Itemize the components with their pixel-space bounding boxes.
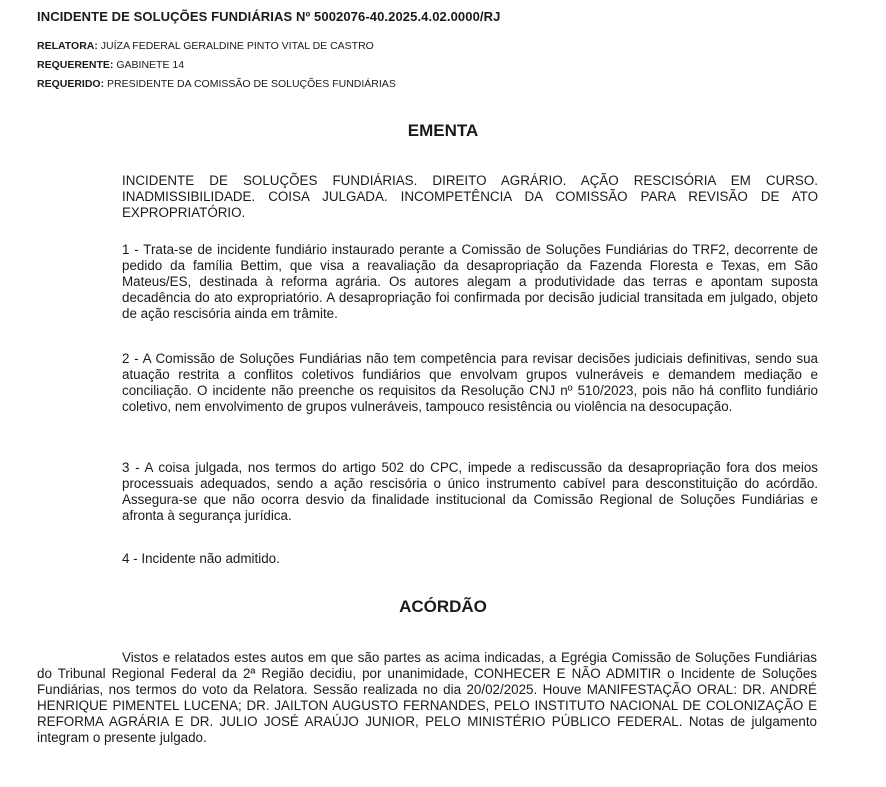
ementa-item-3-text: 3 - A coisa julgada, nos termos do artigo 502 do CPC, impede a rediscussão da desapropriação fora dos meios processuais adequados, sendo a ação rescisória o único instrumento cabível para desconstituição do acórdão. Assegura-se que não ocorra desvio da finalidade institucional da Comissão Regional de Soluções Fundiárias e afronta à segurança jurídica. [122, 460, 818, 523]
ementa-item-2-text: 2 - A Comissão de Soluções Fundiárias não tem competência para revisar decisões judiciais definitivas, sendo sua atuação restrita a conflitos coletivos fundiários que envolvam grupos vulneráveis e demandem mediação e conciliação. O incidente não preenche os requisitos da Resolução CNJ nº 510/2023, pois não há conflito fundiário coletivo, nem envolvimento de grupos vulneráveis, tampouco resistência ou violência na desocupação. [122, 351, 818, 414]
relatora-value: JUÍZA FEDERAL GERALDINE PINTO VITAL DE CASTRO [97, 40, 374, 52]
ementa-item-4-text: 4 - Incidente não admitido. [122, 551, 280, 566]
ementa-summary [122, 173, 818, 221]
relatora-line [37, 40, 374, 52]
ementa-item-4 [122, 551, 818, 567]
ementa-item-1 [122, 242, 818, 322]
requerido-label: REQUERIDO: [37, 78, 105, 90]
requerido-line [37, 78, 396, 90]
requerente-value: GABINETE 14 [113, 59, 185, 71]
requerido-value: PRESIDENTE DA COMISSÃO DE SOLUÇÕES FUNDIÁRIAS [104, 78, 396, 90]
ementa-item-3 [122, 460, 818, 524]
acordao-body: Vistos e relatados estes autos em que são partes as acima indicadas, a Egrégia Comissão de Soluções Fundiárias do Tribunal Regional Federal da 2ª Região decidiu, por unanimidade, CONHECER E NÃO ADMITIR o Incidente de Soluções Fundiárias, nos termos do voto da Relatora. Sessão realizada no dia 20/02/2025. Houve MANIFESTAÇÃO ORAL: DR. ANDRÉ HENRIQUE PIMENTEL LUCENA; DR. JAILTON AUGUSTO FERNANDES, PELO INSTITUTO NACIONAL DE COLONIZAÇÃO E REFORMA AGRÁRIA E DR. JULIO JOSÉ ARAÚJO JUNIOR, PELO MINISTÉRIO PÚBLICO FEDERAL. Notas de julgamento integram o presente julgado. [37, 650, 817, 745]
ementa-heading: EMENTA [407, 121, 479, 140]
requerente-line [37, 59, 184, 71]
relatora-label: RELATORA: [37, 40, 98, 52]
acordao-heading: ACÓRDÃO [399, 597, 487, 616]
requerente-label: REQUERENTE: [37, 59, 114, 71]
document-title: INCIDENTE DE SOLUÇÕES FUNDIÁRIAS Nº 5002076-40.2025.4.02.0000/RJ [37, 9, 501, 24]
ementa-summary-text: INCIDENTE DE SOLUÇÕES FUNDIÁRIAS. DIREITO AGRÁRIO. AÇÃO RESCISÓRIA EM CURSO. INADMISSIBILIDADE. COISA JULGADA. INCOMPETÊNCIA DA COMISSÃO PARA REVISÃO DE ATO EXPROPRIATÓRIO. [122, 173, 818, 220]
ementa-item-2 [122, 351, 818, 415]
ementa-item-1-text: 1 - Trata-se de incidente fundiário instaurado perante a Comissão de Soluções Fundiárias do TRF2, decorrente de pedido da família Bettim, que visa a reavaliação da desapropriação da Fazenda Floresta e Texas, em São Mateus/ES, destinada à reforma agrária. Os autores alegam a produtividade das terras e apontam suposta decadência do ato expropriatório. A desapropriação foi confirmada por decisão judicial transitada em julgado, objeto de ação rescisória ainda em trâmite. [122, 242, 818, 321]
